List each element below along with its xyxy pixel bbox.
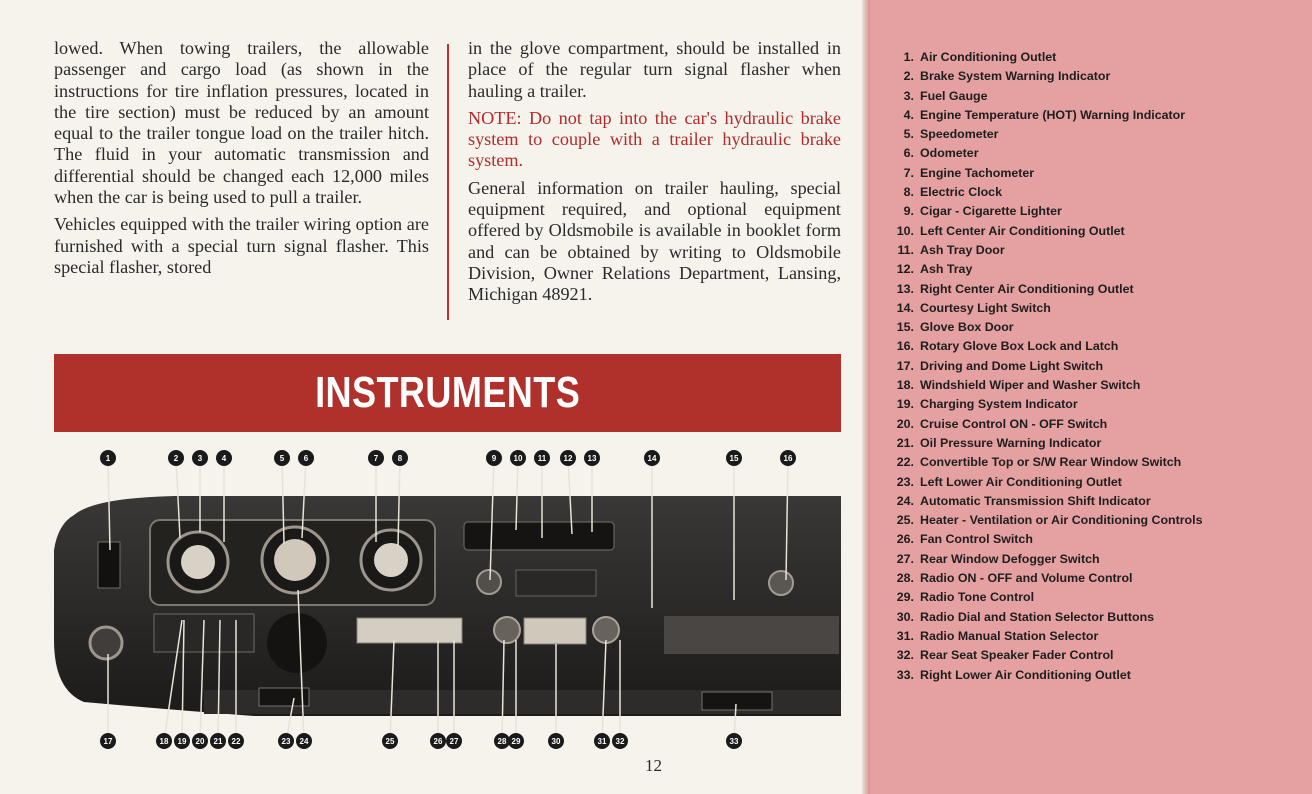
parts-legend (880, 48, 1220, 685)
gauge-tachometer (361, 530, 421, 590)
callout-marker (534, 450, 550, 466)
callout-marker (430, 733, 446, 749)
legend-item-number: 23. (896, 474, 914, 489)
legend-item-number: 3. (903, 88, 914, 103)
legend-item-text: Fuel Gauge (920, 88, 988, 103)
paragraph-towing-loads: lowed. When towing trailers, the allowable passenger and cargo load (as shown in the instructions for tire inflation pressures, located in the tire section) must be reduced by an amount equal to the trailer tongue load on the trailer hitch. The fluid in your automatic transmission and differential should be changed each 12,000 miles when the car is being used to pull a trailer. (54, 38, 429, 208)
callout-number: 13 (587, 454, 597, 463)
book-spine (862, 0, 870, 794)
callout-marker (216, 450, 232, 466)
callout-marker (494, 733, 510, 749)
legend-item-text: Courtesy Light Switch (920, 300, 1051, 315)
callout-number: 17 (103, 737, 113, 746)
instrument-panel-illustration (54, 440, 841, 758)
legend-item-text: Radio Dial and Station Selector Buttons (920, 609, 1155, 624)
callout-marker (486, 450, 502, 466)
legend-item (880, 280, 1220, 299)
callout-number: 20 (195, 737, 205, 746)
legend-item-number: 15. (896, 320, 914, 335)
legend-item (880, 588, 1220, 607)
callout-number: 10 (513, 454, 523, 463)
legend-item-number: 8. (903, 185, 914, 200)
legend-item-number: 21. (896, 435, 914, 450)
legend-item-number: 17. (896, 358, 914, 373)
legend-item-number: 14. (896, 300, 914, 315)
legend-item (880, 144, 1220, 163)
legend-item-text: Ash Tray Door (920, 242, 1005, 257)
legend-item (880, 260, 1220, 279)
radio-volume-knob (494, 617, 520, 643)
legend-item-text: Ash Tray (920, 262, 973, 277)
legend-item (880, 492, 1220, 511)
section-title: INSTRUMENTS (314, 368, 581, 417)
callout-number: 29 (511, 737, 521, 746)
callout-number: 6 (303, 454, 309, 463)
callout-number: 31 (597, 737, 607, 746)
ash-tray-door (516, 570, 596, 596)
legend-item-number: 30. (896, 609, 914, 624)
legend-item-number: 20. (896, 416, 914, 431)
page-number: 12 (645, 756, 662, 775)
callout-marker (210, 733, 226, 749)
callout-marker (156, 733, 172, 749)
glove-box-lock (769, 571, 793, 595)
callout-marker (228, 733, 244, 749)
gauge-speedometer (262, 527, 328, 593)
legend-item (880, 666, 1220, 685)
legend-item-text: Air Conditioning Outlet (920, 50, 1057, 64)
legend-item-number: 5. (903, 127, 914, 142)
legend-item (880, 241, 1220, 260)
legend-item-number: 25. (896, 513, 914, 528)
legend-item (880, 395, 1220, 414)
paragraph-general-info: General information on trailer hauling, special equipment required, and optional equipment offered by Oldsmobile is available in booklet form and can be obtained by writing to Oldsmobile Division, Owner Relations Department, Lansing, Michigan 48921. (468, 177, 841, 305)
callout-marker (508, 733, 524, 749)
callout-marker (192, 450, 208, 466)
text-column-right (468, 38, 841, 312)
callout-number: 1 (105, 454, 111, 463)
legend-item-text: Radio ON - OFF and Volume Control (920, 571, 1133, 586)
legend-item (880, 67, 1220, 86)
legend-item-number: 27. (896, 551, 914, 566)
legend-item (880, 164, 1220, 183)
legend-item-number: 26. (896, 532, 914, 547)
callout-number: 27 (449, 737, 459, 746)
legend-item-text: Left Center Air Conditioning Outlet (920, 223, 1125, 238)
callout-number: 18 (159, 737, 169, 746)
legend-item-text: Radio Manual Station Selector (920, 628, 1099, 643)
legend-item-text: Fan Control Switch (920, 532, 1033, 547)
legend-item-number: 9. (903, 204, 914, 219)
legend-item-text: Right Lower Air Conditioning Outlet (920, 667, 1131, 682)
legend-item-number: 31. (896, 628, 914, 643)
callout-number: 32 (615, 737, 625, 746)
callout-number: 7 (373, 454, 379, 463)
legend-item-number: 33. (896, 667, 914, 682)
callout-marker (510, 450, 526, 466)
legend-item-text: Rear Window Defogger Switch (920, 551, 1100, 566)
warning-lights-left (98, 542, 120, 588)
legend-item-number: 28. (896, 571, 914, 586)
legend-item (880, 473, 1220, 492)
callout-marker (446, 733, 462, 749)
callout-marker (298, 450, 314, 466)
legend-item (880, 202, 1220, 221)
legend-item-text: Rotary Glove Box Lock and Latch (920, 339, 1119, 354)
legend-item (880, 337, 1220, 356)
legend-item-number: 6. (903, 146, 914, 161)
callout-number: 26 (433, 737, 443, 746)
callout-number: 19 (177, 737, 187, 746)
legend-item (880, 550, 1220, 569)
legend-item-number: 18. (896, 378, 914, 393)
legend-item-number: 19. (896, 397, 914, 412)
callout-marker (644, 450, 660, 466)
legend-item (880, 357, 1220, 376)
callout-number: 23 (281, 737, 291, 746)
callout-marker (780, 450, 796, 466)
legend-item-text: Heater - Ventilation or Air Conditioning Controls (920, 513, 1203, 528)
callout-number: 9 (491, 454, 497, 463)
legend-item (880, 48, 1220, 67)
callout-number: 12 (563, 454, 573, 463)
legend-item-number: 29. (896, 590, 914, 605)
legend-item-text: Automatic Transmission Shift Indicator (920, 493, 1151, 508)
legend-item-text: Convertible Top or S/W Rear Window Switch (920, 455, 1182, 470)
radio-face (524, 618, 586, 644)
callout-marker (548, 733, 564, 749)
callout-marker (100, 450, 116, 466)
legend-item-text: Left Lower Air Conditioning Outlet (920, 474, 1122, 489)
legend-item-text: Cigar - Cigarette Lighter (920, 204, 1062, 219)
legend-item (880, 569, 1220, 588)
callouts-top-row (100, 450, 796, 466)
callout-number: 8 (397, 454, 403, 463)
legend-item (880, 453, 1220, 472)
legend-item-text: Glove Box Door (920, 320, 1014, 335)
callout-number: 11 (537, 454, 547, 463)
text-column-left (54, 38, 429, 284)
right-lower-vent (702, 692, 772, 710)
callout-number: 28 (497, 737, 507, 746)
legend-item-text: Radio Tone Control (920, 590, 1035, 605)
paragraph-flasher-install: in the glove compartment, should be installed in place of the regular turn signal flasher when hauling a trailer. (468, 38, 841, 101)
section-banner (54, 354, 841, 432)
callout-marker (368, 450, 384, 466)
callout-number: 5 (279, 454, 285, 463)
cigar-lighter (477, 570, 501, 594)
callout-number: 24 (299, 737, 309, 746)
legend-item-text: Electric Clock (920, 185, 1002, 200)
legend-item-text: Speedometer (920, 127, 999, 142)
legend-item-text: Cruise Control ON - OFF Switch (920, 416, 1108, 431)
legend-item (880, 646, 1220, 665)
callout-marker (594, 733, 610, 749)
callout-marker (392, 450, 408, 466)
paragraph-trailer-wiring: Vehicles equipped with the trailer wiring option are furnished with a special turn signal flasher. This special flasher, stored (54, 214, 429, 277)
callout-marker (274, 450, 290, 466)
callout-number: 2 (173, 454, 179, 463)
callout-number: 33 (729, 737, 739, 746)
legend-item-text: Odometer (920, 146, 979, 161)
legend-item (880, 87, 1220, 106)
legend-item-text: Right Center Air Conditioning Outlet (920, 281, 1134, 296)
legend-item-text: Driving and Dome Light Switch (920, 358, 1104, 373)
legend-item (880, 183, 1220, 202)
gauge-fuel (168, 532, 228, 592)
shift-indicator-dial (267, 613, 327, 673)
legend-item (880, 318, 1220, 337)
legend-item-number: 2. (903, 69, 914, 84)
legend-item (880, 434, 1220, 453)
note-hydraulic-brake: NOTE: Do not tap into the car's hydraulic brake system to couple with a trailer hydraulic brake system. (468, 107, 841, 171)
callout-marker (192, 733, 208, 749)
callout-number: 16 (783, 454, 793, 463)
callout-number: 22 (231, 737, 241, 746)
legend-item-text: Oil Pressure Warning Indicator (920, 435, 1102, 450)
climate-controls (357, 618, 462, 643)
legend-item-number: 11. (897, 242, 914, 257)
column-divider (447, 44, 449, 320)
legend-item-text: Rear Seat Speaker Fader Control (920, 648, 1114, 663)
legend-item (880, 511, 1220, 530)
callout-marker (296, 733, 312, 749)
callout-number: 30 (551, 737, 561, 746)
legend-item-number: 22. (896, 455, 914, 470)
callout-number: 25 (385, 737, 395, 746)
callout-marker (726, 733, 742, 749)
callout-marker (584, 450, 600, 466)
callout-marker (612, 733, 628, 749)
legend-item-text: Windshield Wiper and Washer Switch (920, 378, 1141, 393)
callout-marker (382, 733, 398, 749)
legend-item (880, 627, 1220, 646)
legend-item-number: 13. (896, 281, 914, 296)
legend-item-number: 4. (903, 107, 914, 122)
callout-number: 4 (221, 454, 227, 463)
legend-item (880, 222, 1220, 241)
callout-marker (100, 733, 116, 749)
legend-item-text: Engine Temperature (HOT) Warning Indicator (920, 107, 1186, 122)
legend-item-number: 24. (896, 493, 914, 508)
callouts-bottom-row (100, 733, 742, 749)
callout-marker (168, 450, 184, 466)
legend-item-text: Brake System Warning Indicator (920, 69, 1111, 84)
legend-item (880, 415, 1220, 434)
callout-marker (560, 450, 576, 466)
callout-number: 21 (213, 737, 223, 746)
legend-item (880, 530, 1220, 549)
headlight-knob (90, 627, 122, 659)
glove-box-door (664, 616, 839, 654)
callout-number: 15 (729, 454, 739, 463)
callout-number: 3 (197, 454, 203, 463)
legend-item-number: 12. (896, 262, 914, 277)
legend-item (880, 299, 1220, 318)
legend-item-text: Charging System Indicator (920, 397, 1078, 412)
callout-number: 14 (647, 454, 657, 463)
legend-item (880, 376, 1220, 395)
legend-item-number: 7. (903, 165, 914, 180)
callout-marker (174, 733, 190, 749)
callout-marker (278, 733, 294, 749)
legend-item-number: 32. (896, 648, 914, 663)
legend-item (880, 608, 1220, 627)
legend-item-number: 10. (896, 223, 914, 238)
legend-item-text: Engine Tachometer (920, 165, 1035, 180)
legend-item (880, 125, 1220, 144)
callout-marker (726, 450, 742, 466)
legend-item-number: 16. (896, 339, 914, 354)
radio-tuning-knob (593, 617, 619, 643)
legend-item-number: 1. (903, 50, 914, 64)
legend-item (880, 106, 1220, 125)
